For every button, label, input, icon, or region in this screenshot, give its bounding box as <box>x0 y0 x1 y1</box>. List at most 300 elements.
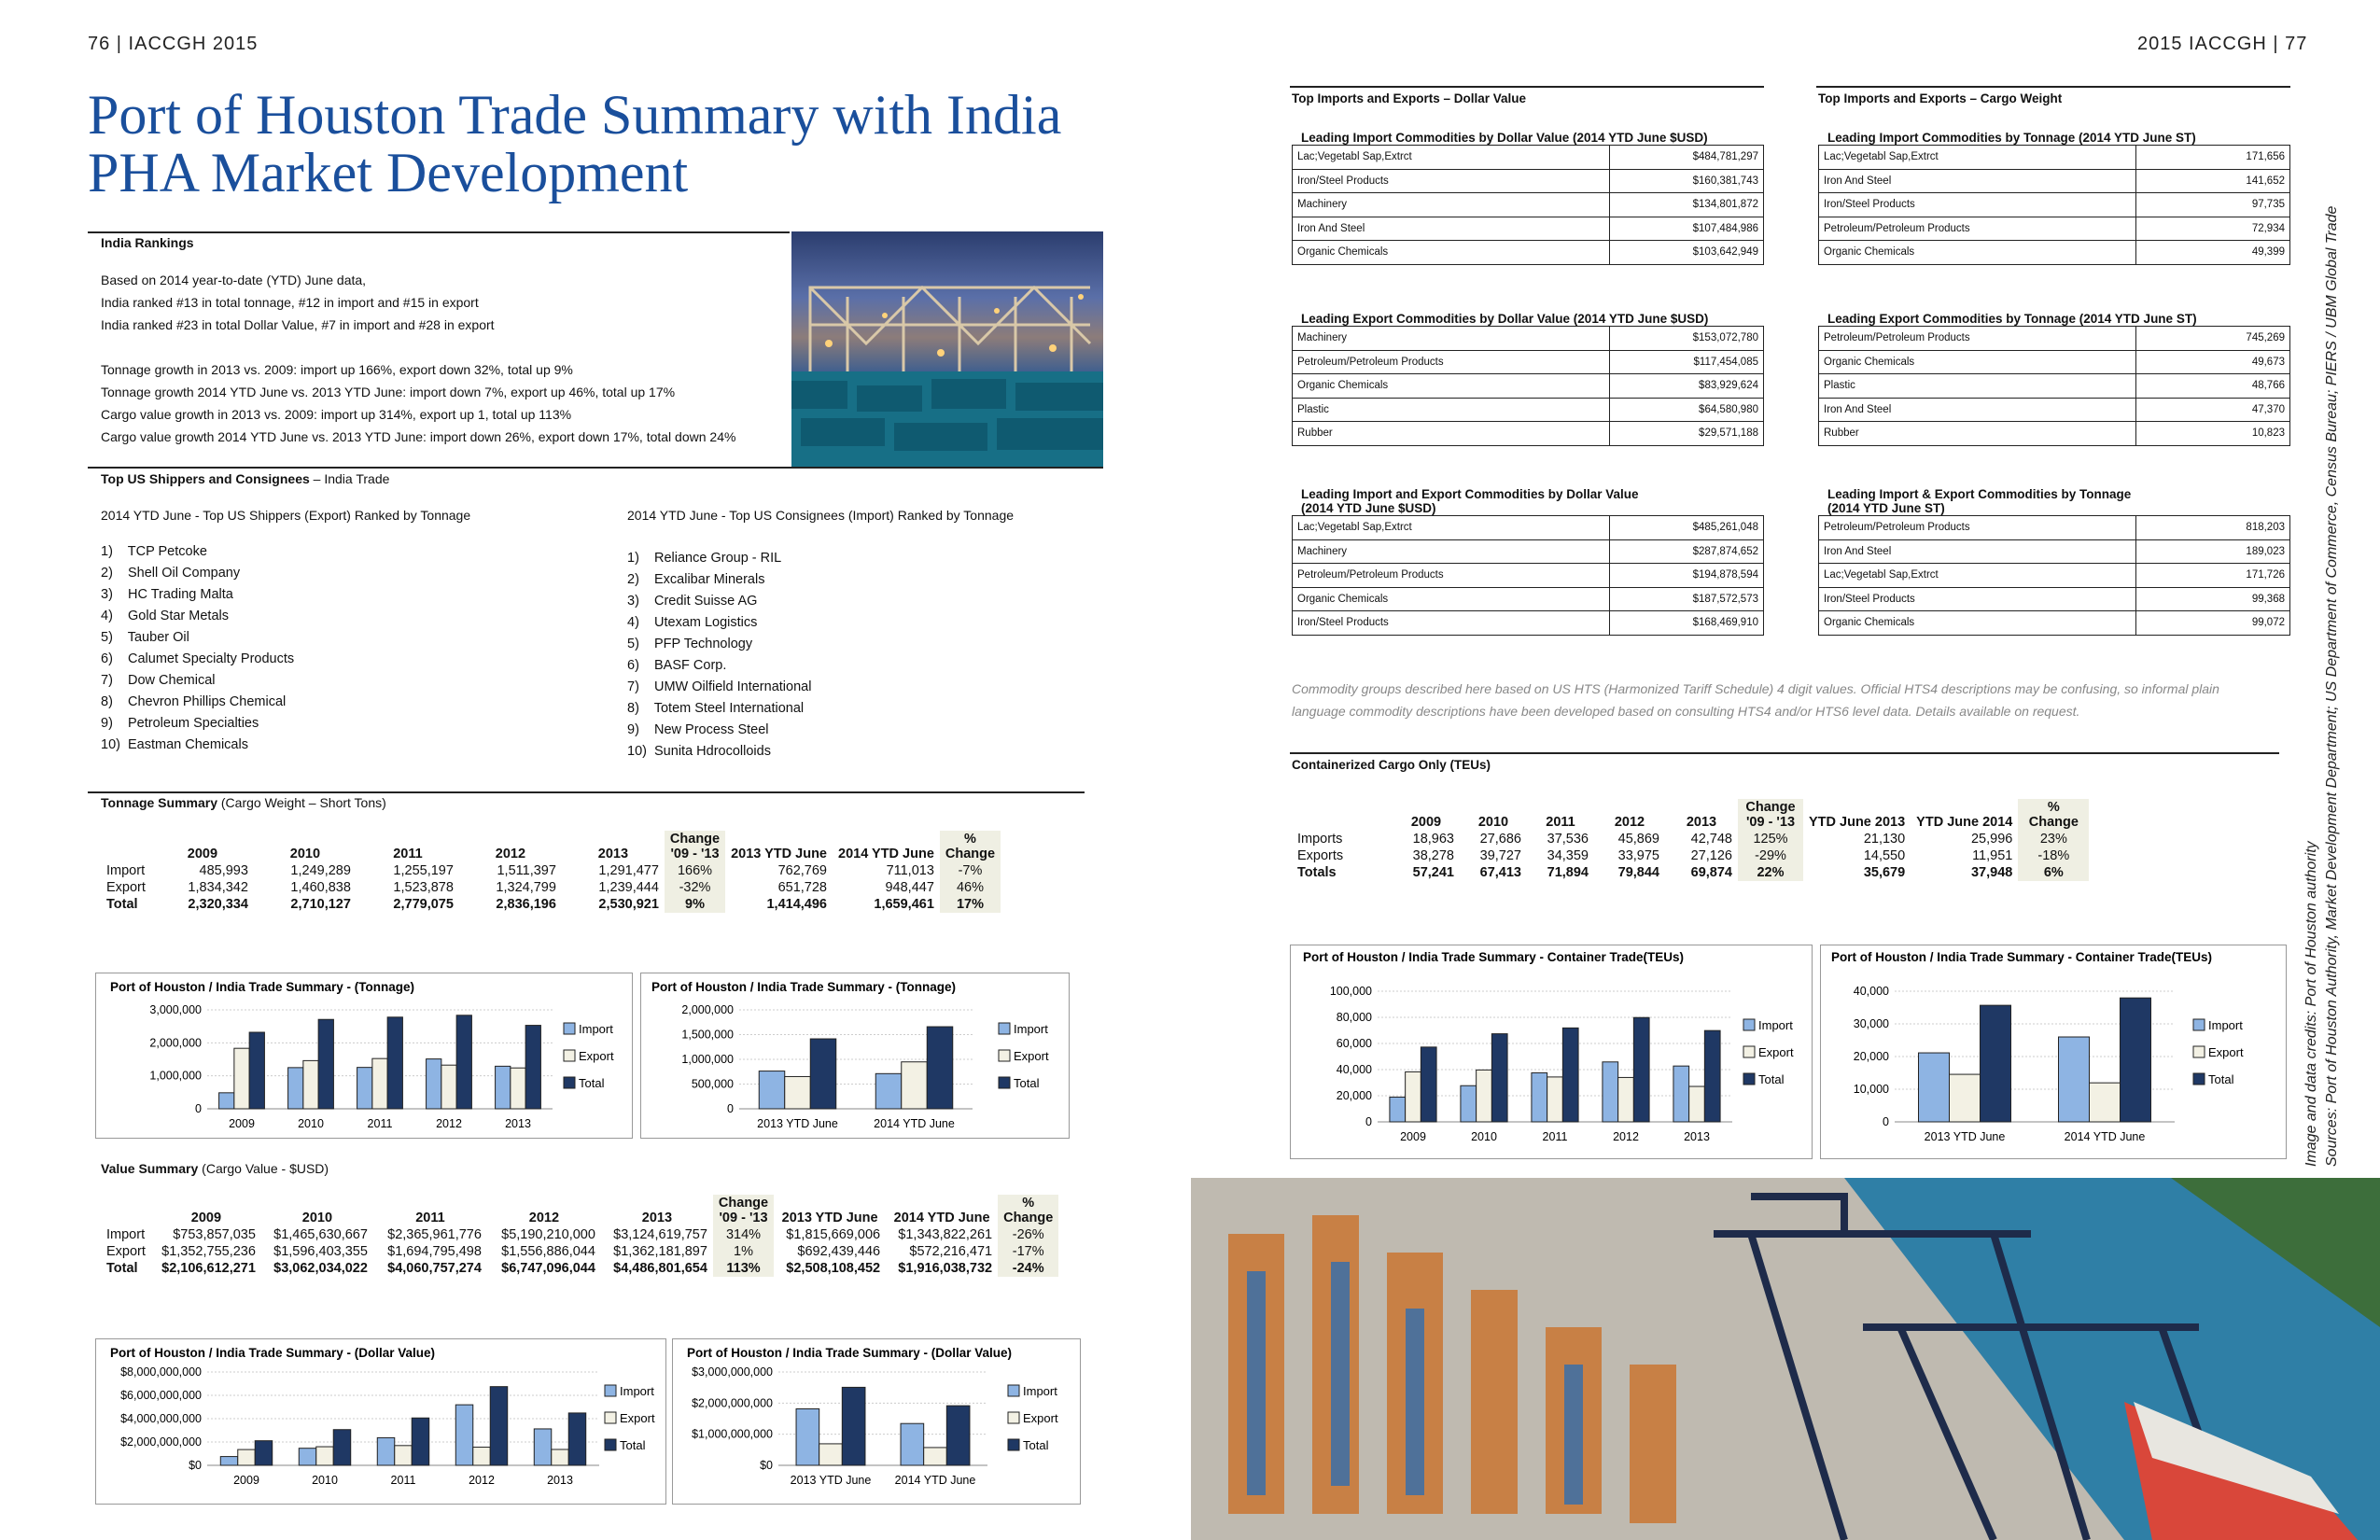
bar-export <box>372 1058 387 1109</box>
chart-title: Port of Houston / India Trade Summary - (Dollar Value) <box>687 1346 1013 1360</box>
y-tick-label: $1,000,000,000 <box>692 1427 773 1441</box>
chart-title: Port of Houston / India Trade Summary - (Tonnage) <box>651 980 957 994</box>
legend-swatch-total <box>999 1077 1010 1088</box>
commodity-table-title: Leading Import Commodities by Tonnage (2014 YTD June ST) <box>1827 131 2196 145</box>
commodity-value: 48,766 <box>2136 374 2290 399</box>
commodity-value: $107,484,986 <box>1610 217 1764 241</box>
value-col-header: 2010 <box>301 1211 333 1225</box>
table-cell: 69,874 <box>1690 865 1732 880</box>
rankings-line: Cargo value growth in 2013 vs. 2009: import up 314%, export up 1, total up 113% <box>101 407 572 422</box>
commodity-name: Lac;Vegetabl Sap,Extrct <box>1293 516 1610 540</box>
bar-import <box>534 1429 551 1465</box>
table-cell: 1,239,444 <box>598 880 659 895</box>
teu-heading: Containerized Cargo Only (TEUs) <box>1292 758 1491 772</box>
commodity-name: Iron/Steel Products <box>1293 611 1610 636</box>
commodity-value: $484,781,297 <box>1610 146 1764 170</box>
commodity-name: Machinery <box>1293 327 1610 351</box>
commodity-value: $187,572,573 <box>1610 587 1764 611</box>
y-tick-label: 20,000 <box>1336 1089 1372 1102</box>
commodity-name: Petroleum/Petroleum Products <box>1293 350 1610 374</box>
bar-import <box>496 1066 511 1109</box>
table-cell: -24% <box>998 1260 1058 1277</box>
export-list-item: 3) HC Trading Malta <box>101 587 233 602</box>
bar-total <box>927 1027 953 1109</box>
table-cell: 27,126 <box>1690 848 1732 863</box>
y-tick-label: 1,000,000 <box>149 1069 202 1083</box>
legend-label: Export <box>1014 1049 1049 1063</box>
commodity-value: 99,368 <box>2136 587 2290 611</box>
bar-import <box>427 1059 441 1109</box>
commodity-name: Iron/Steel Products <box>1819 193 2136 217</box>
row-label: Export <box>106 880 146 895</box>
y-tick-label: $2,000,000,000 <box>120 1435 202 1449</box>
row-label: Import <box>106 863 146 878</box>
table-cell: 21,130 <box>1863 832 1906 847</box>
legend-label: Export <box>620 1411 655 1425</box>
table-cell: 651,728 <box>777 880 827 895</box>
table-cell: 1,460,838 <box>290 880 351 895</box>
row-label: Export <box>106 1244 146 1259</box>
y-tick-label: 30,000 <box>1853 1017 1889 1030</box>
commodity-value: $168,469,910 <box>1610 611 1764 636</box>
teu-col-header: YTD June 2014 <box>1916 815 2013 830</box>
table-cell: $1,916,038,732 <box>898 1261 993 1276</box>
table-cell: -29% <box>1738 847 1803 864</box>
bar-total <box>333 1430 350 1465</box>
bar-total <box>1562 1028 1578 1122</box>
bar-export <box>1950 1074 1981 1122</box>
bar-import <box>299 1449 315 1465</box>
import-list-item: 4) Utexam Logistics <box>627 615 758 630</box>
commodity-name: Lac;Vegetabl Sap,Extrct <box>1819 146 2136 170</box>
legend-swatch-total <box>1008 1439 1019 1450</box>
legend-label: Total <box>1023 1438 1049 1452</box>
bar-import <box>901 1423 924 1465</box>
table-cell: 23% <box>2018 831 2089 847</box>
y-tick-label: $0 <box>760 1459 773 1472</box>
commodity-value: 818,203 <box>2136 516 2290 540</box>
legend-label: Import <box>1758 1018 1793 1032</box>
y-tick-label: $6,000,000,000 <box>120 1389 202 1402</box>
commodity-value: 47,370 <box>2136 398 2290 422</box>
table-cell: $2,106,612,271 <box>161 1261 256 1276</box>
import-list-item: 10) Sunita Hdrocolloids <box>627 744 771 759</box>
chart-title: Port of Houston / India Trade Summary - (Tonnage) <box>110 980 415 994</box>
commodity-name: Petroleum/Petroleum Products <box>1819 516 2136 540</box>
table-cell: 2,320,334 <box>188 897 248 912</box>
table-cell: 166% <box>665 862 725 879</box>
bar-total <box>1981 1005 2011 1122</box>
commodity-value: $160,381,743 <box>1610 169 1764 193</box>
table-cell: 11,951 <box>1972 848 2013 863</box>
bar-export <box>2090 1083 2121 1122</box>
teu-col-header: Change '09 - '13 <box>1738 799 1803 831</box>
value-col-header: 2011 <box>415 1211 445 1225</box>
y-tick-label: 0 <box>1883 1115 1889 1128</box>
legend-swatch-export <box>564 1050 575 1061</box>
bar-export <box>819 1444 843 1465</box>
commodity-table-title: Leading Import & Export Commodities by Tonnage <box>1827 487 2132 501</box>
export-list-item: 7) Dow Chemical <box>101 673 216 688</box>
bar-export <box>552 1449 568 1465</box>
commodity-value: 99,072 <box>2136 611 2290 636</box>
commodity-name: Iron/Steel Products <box>1819 587 2136 611</box>
tonnage-col-header: 2010 <box>289 847 321 861</box>
row-label: Total <box>106 1261 138 1276</box>
table-cell: 2,530,921 <box>598 897 659 912</box>
table-cell: 1,414,496 <box>766 897 827 912</box>
commodity-name: Organic Chemicals <box>1293 241 1610 265</box>
table-cell: $4,486,801,654 <box>613 1261 707 1276</box>
bar-import <box>1673 1066 1689 1122</box>
tonnage-col-header: Change '09 - '13 <box>665 831 725 862</box>
commodity-value: 171,726 <box>2136 564 2290 588</box>
table-cell: 1% <box>713 1243 774 1260</box>
commodity-name: Organic Chemicals <box>1293 374 1610 399</box>
table-cell: $1,465,630,667 <box>273 1227 368 1242</box>
table-cell: 27,686 <box>1479 832 1521 847</box>
commodity-name: Lac;Vegetabl Sap,Extrct <box>1293 146 1610 170</box>
table-cell: 485,993 <box>199 863 248 878</box>
table-cell: $753,857,035 <box>173 1227 256 1242</box>
dollar-value-heading: Top Imports and Exports – Dollar Value <box>1292 91 1527 105</box>
y-tick-label: $2,000,000,000 <box>692 1396 773 1410</box>
rankings-line: Cargo value growth 2014 YTD June vs. 2013 YTD June: import down 26%, export down 17%, total down 24% <box>101 429 736 444</box>
table-cell: $1,815,669,006 <box>786 1227 881 1242</box>
y-tick-label: $8,000,000,000 <box>120 1365 202 1379</box>
table-cell: $1,694,795,498 <box>387 1244 482 1259</box>
bar-total <box>2121 998 2151 1122</box>
value-col-header: 2012 <box>528 1211 560 1225</box>
port-aerial-photo <box>1191 1178 2380 1540</box>
table-cell: 9% <box>665 896 725 913</box>
legend-swatch-import <box>2193 1019 2205 1030</box>
table-cell: 39,727 <box>1479 848 1521 863</box>
table-cell: 33,975 <box>1617 848 1659 863</box>
y-tick-label: 0 <box>195 1102 202 1115</box>
commodity-value: 171,656 <box>2136 146 2290 170</box>
row-label: Import <box>106 1227 146 1242</box>
table-cell: 1,291,477 <box>598 863 659 878</box>
bar-import <box>455 1405 472 1465</box>
tonnage-col-header: 2009 <box>187 847 218 861</box>
title-line-1: Port of Houston Trade Summary with India <box>88 84 1062 146</box>
commodity-name: Plastic <box>1293 398 1610 422</box>
tonnage-col-header: % Change <box>940 831 1001 862</box>
x-tick-label: 2009 <box>233 1474 259 1487</box>
import-list-item: 7) UMW Oilfield International <box>627 679 812 694</box>
y-tick-label: 500,000 <box>691 1077 734 1091</box>
table-cell: $692,439,446 <box>797 1244 881 1259</box>
legend-swatch-export <box>605 1412 616 1423</box>
y-tick-label: 1,500,000 <box>681 1028 734 1042</box>
table-cell: 314% <box>713 1226 774 1243</box>
export-list-item: 10) Eastman Chemicals <box>101 737 248 752</box>
commodity-value: $194,878,594 <box>1610 564 1764 588</box>
commodity-note: Commodity groups described here based on US HTS (Harmonized Tariff Schedule) 4 digit values. Official HTS4 descriptions may be confusing, so informal plain language commodity descriptions have been developed based on consulting HTS4 and/or HTS6 level data. Details available on request. <box>1292 681 2219 719</box>
chart-title: Port of Houston / India Trade Summary - Container Trade(TEUs) <box>1831 950 2213 964</box>
table-cell: 1,659,461 <box>874 897 934 912</box>
commodity-name: Iron And Steel <box>1819 398 2136 422</box>
bar-export <box>441 1065 456 1109</box>
table-cell: -7% <box>940 862 1001 879</box>
legend-label: Export <box>1758 1045 1794 1059</box>
legend-swatch-total <box>605 1439 616 1450</box>
tonnage-col-header: 2014 YTD June <box>838 847 934 861</box>
value-col-header: 2013 <box>641 1211 673 1225</box>
y-tick-label: 3,000,000 <box>149 1003 202 1016</box>
bar-import <box>219 1093 234 1109</box>
commodity-name: Organic Chemicals <box>1293 587 1610 611</box>
rankings-line: Tonnage growth in 2013 vs. 2009: import up 166%, export down 32%, total up 9% <box>101 362 573 377</box>
table-cell: 6% <box>2018 864 2089 881</box>
table-cell: 42,748 <box>1690 832 1732 847</box>
bar-import <box>875 1073 902 1109</box>
legend-swatch-import <box>999 1023 1010 1034</box>
import-list-item: 2) Excalibar Minerals <box>627 572 765 587</box>
legend-swatch-import <box>1008 1385 1019 1396</box>
commodity-name: Machinery <box>1293 539 1610 564</box>
x-tick-label: 2014 YTD June <box>874 1117 955 1130</box>
table-cell: 14,550 <box>1863 848 1906 863</box>
row-label: Exports <box>1297 848 1344 863</box>
x-tick-label: 2010 <box>298 1117 324 1130</box>
legend-swatch-total <box>2193 1073 2205 1085</box>
commodity-name: Rubber <box>1293 422 1610 446</box>
legend-swatch-total <box>564 1077 575 1088</box>
table-cell: 37,536 <box>1547 832 1589 847</box>
table-cell: $6,747,096,044 <box>501 1261 595 1276</box>
y-tick-label: 40,000 <box>1853 985 1889 998</box>
commodity-value: 10,823 <box>2136 422 2290 446</box>
table-cell: 46% <box>940 879 1001 896</box>
table-cell: 113% <box>713 1260 774 1277</box>
legend-label: Import <box>1023 1384 1057 1398</box>
commodity-value: $117,454,085 <box>1610 350 1764 374</box>
bar-import <box>377 1437 394 1465</box>
teu-col-header: 2012 <box>1614 815 1645 830</box>
table-cell: 25,996 <box>1970 832 2013 847</box>
row-label: Imports <box>1297 832 1343 847</box>
cargo-weight-heading: Top Imports and Exports – Cargo Weight <box>1818 91 2063 105</box>
bar-export <box>1477 1070 1492 1122</box>
legend-label: Total <box>1014 1076 1040 1090</box>
table-cell: 18,963 <box>1412 832 1454 847</box>
y-tick-label: 2,000,000 <box>681 1003 734 1016</box>
x-tick-label: 2013 <box>505 1117 531 1130</box>
table-cell: 17% <box>940 896 1001 913</box>
legend-label: Import <box>579 1022 613 1036</box>
table-cell: 34,359 <box>1547 848 1589 863</box>
import-list-item: 1) Reliance Group - RIL <box>627 551 782 566</box>
y-tick-label: 100,000 <box>1329 985 1372 998</box>
legend-swatch-import <box>605 1385 616 1396</box>
bar-import <box>1532 1072 1547 1122</box>
shippers-heading: Top US Shippers and Consignees – India Trade <box>101 471 390 486</box>
x-tick-label: 2013 YTD June <box>1924 1130 2006 1143</box>
commodity-name: Machinery <box>1293 193 1610 217</box>
legend-label: Export <box>2208 1045 2244 1059</box>
row-label: Total <box>106 897 138 912</box>
commodity-name: Rubber <box>1819 422 2136 446</box>
table-cell: $5,190,210,000 <box>501 1227 595 1242</box>
x-tick-label: 2012 <box>1613 1130 1639 1143</box>
bar-export <box>902 1062 928 1109</box>
table-cell: $1,362,181,897 <box>613 1244 707 1259</box>
legend-label: Total <box>579 1076 605 1090</box>
table-cell: $2,365,961,776 <box>387 1227 482 1242</box>
table-cell: 125% <box>1738 831 1803 847</box>
table-cell: 2,710,127 <box>290 897 351 912</box>
table-cell: 35,679 <box>1863 865 1906 880</box>
y-tick-label: 10,000 <box>1853 1083 1889 1096</box>
teu-col-header: 2013 <box>1686 815 1717 830</box>
table-cell: 2,779,075 <box>393 897 454 912</box>
value-col-header: Change '09 - '13 <box>713 1195 774 1226</box>
chart-title: Port of Houston / India Trade Summary - Container Trade(TEUs) <box>1303 950 1685 964</box>
bar-export <box>303 1060 318 1109</box>
chart-title: Port of Houston / India Trade Summary - (Dollar Value) <box>110 1346 436 1360</box>
commodity-table-subtitle: (2014 YTD June ST) <box>1827 501 1945 515</box>
export-list-item: 1) TCP Petcoke <box>101 544 207 559</box>
x-tick-label: 2010 <box>1471 1130 1497 1143</box>
commodity-table-title: Leading Import and Export Commodities by Dollar Value <box>1301 487 1639 501</box>
y-tick-label: $0 <box>189 1459 202 1472</box>
table-cell: 762,769 <box>777 863 827 878</box>
x-tick-label: 2014 YTD June <box>2064 1130 2146 1143</box>
bar-total <box>568 1413 585 1465</box>
legend-label: Import <box>2208 1018 2243 1032</box>
table-cell: $3,124,619,757 <box>613 1227 707 1242</box>
bar-export <box>924 1448 947 1465</box>
y-tick-label: $3,000,000,000 <box>692 1365 773 1379</box>
bar-total <box>387 1017 402 1109</box>
table-cell: 1,834,342 <box>188 880 248 895</box>
commodity-value: 97,735 <box>2136 193 2290 217</box>
table-cell: 45,869 <box>1617 832 1659 847</box>
export-list-item: 2) Shell Oil Company <box>101 566 241 581</box>
bar-total <box>946 1406 970 1465</box>
legend-label: Export <box>1023 1411 1058 1425</box>
legend-swatch-export <box>1743 1046 1755 1057</box>
y-tick-label: 40,000 <box>1336 1063 1372 1076</box>
table-cell: $1,343,822,261 <box>898 1227 993 1242</box>
export-list-item: 8) Chevron Phillips Chemical <box>101 694 287 709</box>
legend-swatch-export <box>2193 1046 2205 1057</box>
commodity-value: $103,642,949 <box>1610 241 1764 265</box>
bar-total <box>525 1026 540 1109</box>
x-tick-label: 2013 YTD June <box>757 1117 838 1130</box>
legend-label: Import <box>1014 1022 1048 1036</box>
table-cell: 57,241 <box>1412 865 1454 880</box>
table-cell: $1,352,755,236 <box>161 1244 256 1259</box>
x-tick-label: 2009 <box>1400 1130 1426 1143</box>
bar-import <box>1390 1097 1406 1122</box>
commodity-name: Lac;Vegetabl Sap,Extrct <box>1819 564 2136 588</box>
commodity-name: Plastic <box>1819 374 2136 399</box>
data-sources: Sources: Port of Houston Authority, Market Development Department; US Department of Commerce, Census Bureau; PIERS / UBM Global Trade <box>2324 205 2340 1167</box>
x-tick-label: 2013 <box>1684 1130 1710 1143</box>
commodity-value: 49,399 <box>2136 241 2290 265</box>
commodity-name: Iron And Steel <box>1819 169 2136 193</box>
y-tick-label: 2,000,000 <box>149 1036 202 1050</box>
export-shippers-title: 2014 YTD June - Top US Shippers (Export) Ranked by Tonnage <box>101 508 471 523</box>
bar-export <box>511 1068 525 1109</box>
teu-col-header: % Change <box>2018 799 2089 831</box>
legend-label: Export <box>579 1049 614 1063</box>
bar-total <box>249 1032 264 1109</box>
import-consignees-title: 2014 YTD June - Top US Consignees (Import) Ranked by Tonnage <box>627 508 1015 523</box>
table-cell: 1,255,197 <box>393 863 454 878</box>
bar-export <box>1689 1086 1705 1122</box>
bar-export <box>1406 1071 1421 1122</box>
table-cell: 38,278 <box>1412 848 1454 863</box>
table-cell: 948,447 <box>885 880 934 895</box>
y-tick-label: 1,000,000 <box>681 1053 734 1066</box>
export-list-item: 6) Calumet Specialty Products <box>101 651 295 666</box>
bar-export <box>1618 1077 1634 1122</box>
x-tick-label: 2010 <box>312 1474 338 1487</box>
bar-total <box>456 1015 471 1109</box>
table-cell: 37,948 <box>1970 865 2013 880</box>
teu-col-header: YTD June 2013 <box>1809 815 1906 830</box>
tonnage-heading: Tonnage Summary (Cargo Weight – Short Tons) <box>101 795 386 810</box>
table-cell: $572,216,471 <box>909 1244 993 1259</box>
table-cell: 1,324,799 <box>496 880 556 895</box>
table-cell: $4,060,757,274 <box>387 1261 482 1276</box>
bar-import <box>1919 1053 1950 1122</box>
bar-total <box>255 1441 272 1465</box>
legend-swatch-import <box>564 1023 575 1034</box>
commodity-table-title: Leading Export Commodities by Dollar Value (2014 YTD June $USD) <box>1301 312 1709 326</box>
commodity-value: $287,874,652 <box>1610 539 1764 564</box>
bar-total <box>1491 1034 1507 1122</box>
x-tick-label: 2011 <box>390 1474 416 1487</box>
commodity-name: Organic Chemicals <box>1819 350 2136 374</box>
legend-swatch-total <box>1743 1073 1755 1085</box>
table-cell: -17% <box>998 1243 1058 1260</box>
table-cell: 1,523,878 <box>393 880 454 895</box>
bar-export <box>234 1048 249 1109</box>
right-page-number: 2015 IACCGH | 77 <box>2137 34 2308 54</box>
legend-swatch-import <box>1743 1019 1755 1030</box>
commodity-name: Petroleum/Petroleum Products <box>1293 564 1610 588</box>
legend-label: Total <box>1758 1072 1785 1086</box>
rankings-line: India ranked #13 in total tonnage, #12 in import and #15 in export <box>101 295 479 310</box>
x-tick-label: 2011 <box>367 1117 393 1130</box>
commodity-table-subtitle: (2014 YTD June $USD) <box>1301 501 1436 515</box>
commodity-value: $485,261,048 <box>1610 516 1764 540</box>
bar-total <box>412 1418 428 1465</box>
bar-import <box>1603 1062 1618 1122</box>
commodity-name: Iron And Steel <box>1293 217 1610 241</box>
commodity-value: 141,652 <box>2136 169 2290 193</box>
bar-export <box>395 1446 412 1465</box>
export-list-item: 5) Tauber Oil <box>101 630 189 645</box>
table-cell: 711,013 <box>886 863 934 878</box>
bar-export <box>1547 1077 1563 1122</box>
legend-swatch-export <box>1008 1412 1019 1423</box>
commodity-name: Petroleum/Petroleum Products <box>1819 217 2136 241</box>
y-tick-label: 60,000 <box>1336 1037 1372 1050</box>
bar-total <box>1633 1017 1649 1122</box>
commodity-name: Iron And Steel <box>1819 539 2136 564</box>
bar-total <box>318 1019 333 1109</box>
bar-import <box>357 1068 372 1109</box>
table-cell: 1,249,289 <box>290 863 351 878</box>
y-tick-label: 0 <box>1365 1115 1372 1128</box>
rankings-heading: India Rankings <box>101 235 194 250</box>
